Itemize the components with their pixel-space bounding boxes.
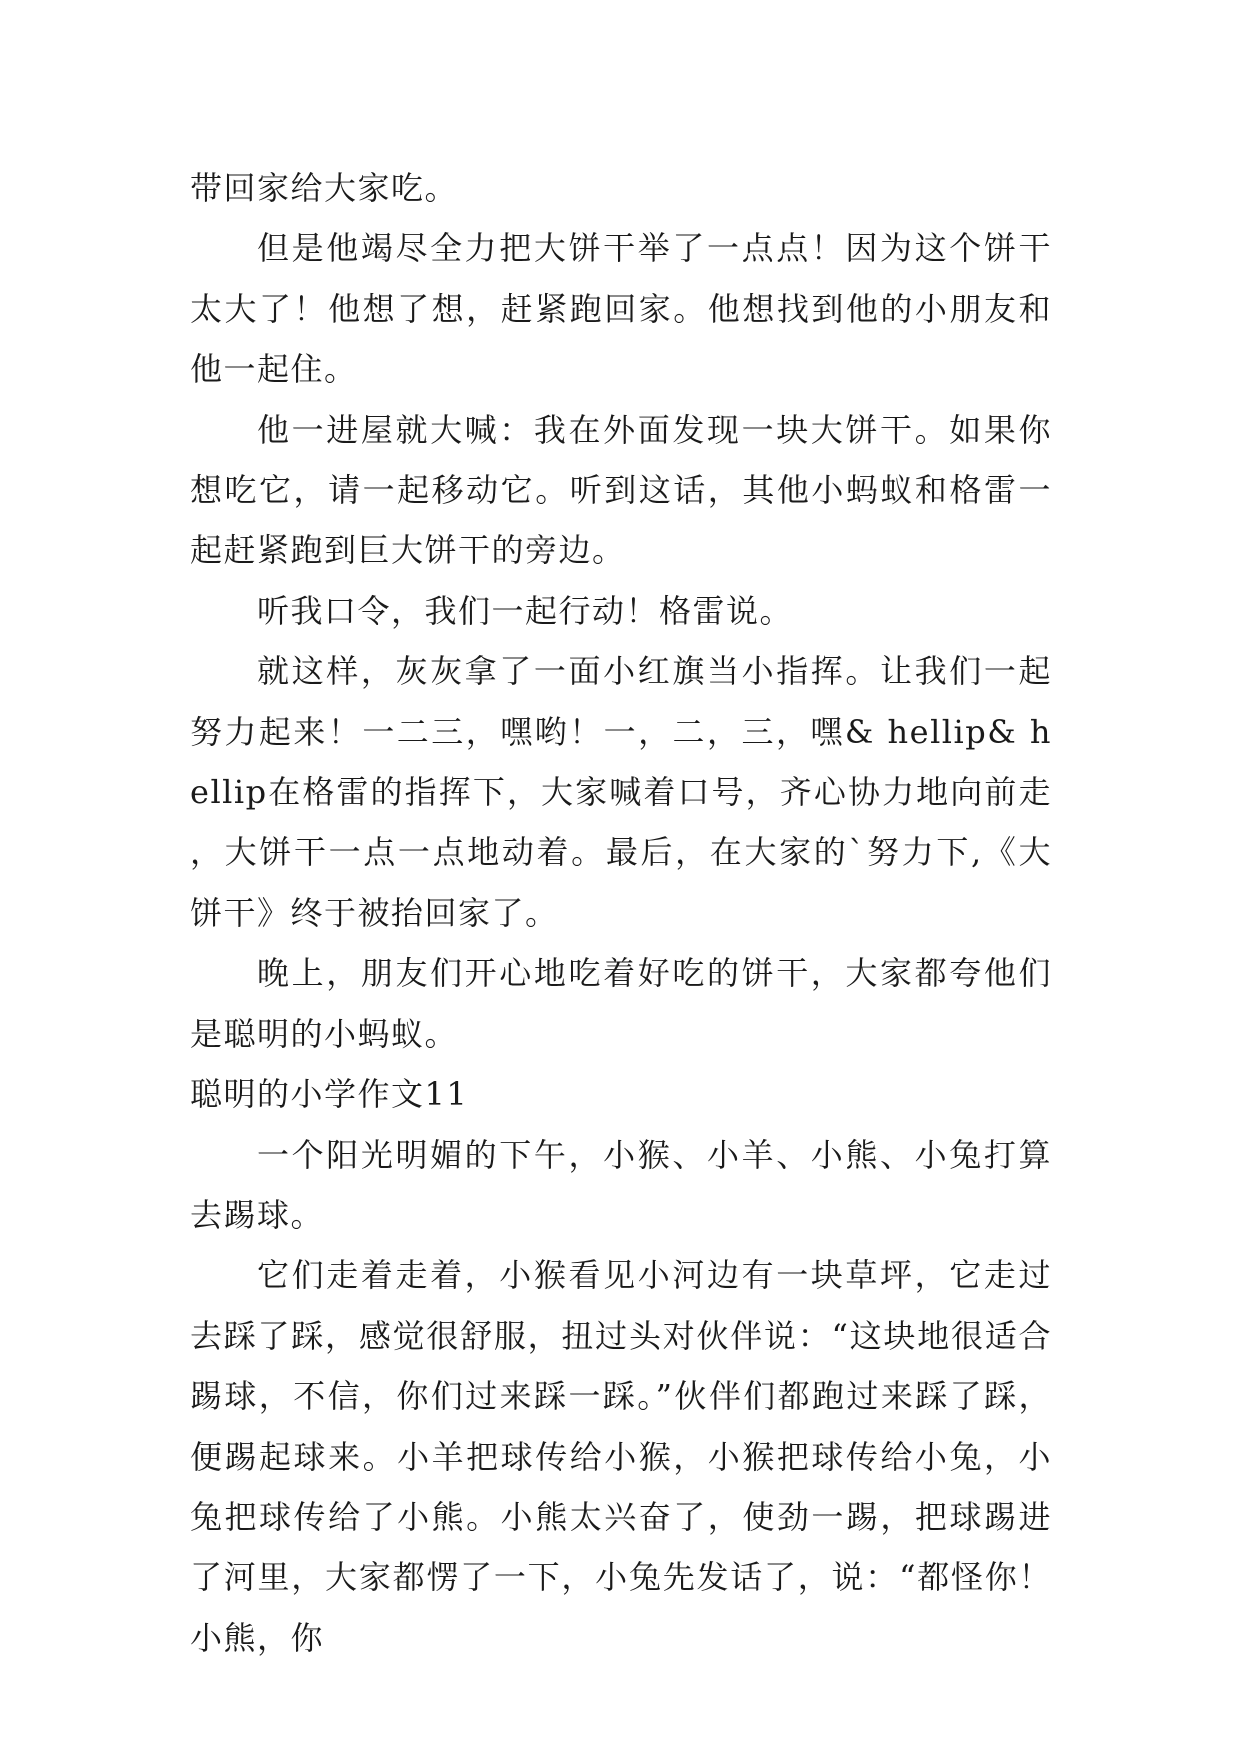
paragraph: 它们走着走着，小猴看见小河边有一块草坪，它走过去踩了踩，感觉很舒服，扭过头对伙伴说：“这块地很适合踢球，不信，你们过来踩一踩。”伙伴们都跑过来踩了踩，便踢起球来。小羊把球传给小猴，小猴把球传给小兔，小兔把球传给了小熊。小熊太兴奋了，使劲一踢，把球踢进了河里，大家都愣了一下，小兔先发话了，说：“都怪你！小熊，你: [190, 1256, 1052, 1657]
paragraph: 他一进屋就大喊：我在外面发现一块大饼干。如果你想吃它，请一起移动它。听到这话，其他小蚂蚁和格雷一起赶紧跑到巨大饼干的旁边。: [190, 410, 1052, 570]
paragraph: 晚上，朋友们开心地吃着好吃的饼干，大家都夸他们是聪明的小蚂蚁。: [190, 954, 1052, 1053]
paragraph: 一个阳光明媚的下午，小猴、小羊、小熊、小兔打算去踢球。: [190, 1135, 1052, 1234]
document-body: [190, 158, 1052, 1668]
paragraph: 听我口令，我们一起行动！格雷说。: [257, 591, 794, 630]
paragraph: 但是他竭尽全力把大饼干举了一点点！因为这个饼干太大了！他想了想，赶紧跑回家。他想找到他的小朋友和他一起住。: [190, 229, 1052, 389]
section-heading: 聪明的小学作文11: [190, 1075, 469, 1114]
paragraph-continuation: 带回家给大家吃。: [190, 169, 459, 207]
paragraph: 就这样，灰灰拿了一面小红旗当小指挥。让我们一起努力起来！一二三，嘿哟！一，二，三，嘿& hellip& hellip在格雷的指挥下，大家喊着口号，齐心协力地向前走，大饼干一点一点地动着。最后，在大家的`努力下,《大饼干》终于被抬回家了。: [190, 652, 1052, 932]
